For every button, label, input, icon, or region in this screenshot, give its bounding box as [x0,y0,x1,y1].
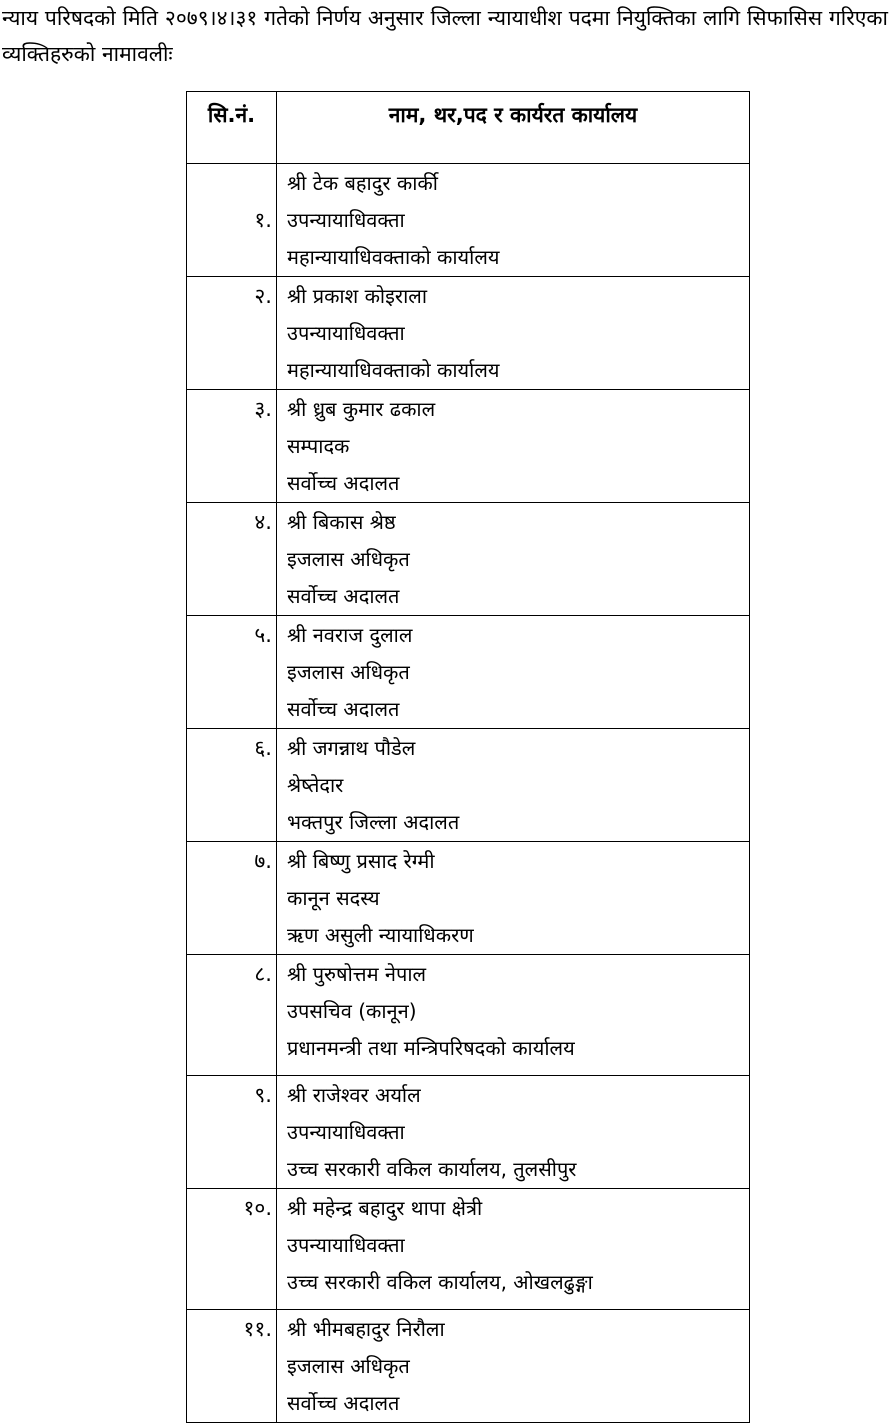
table-row [187,729,750,842]
person-office: महान्यायाधिवक्ताको कार्यालय [287,358,500,382]
person-office: प्रधानमन्त्री तथा मन्त्रिपरिषदको कार्यालय [287,1036,575,1060]
serial-number: १. [187,164,277,277]
person-office: सर्वोच्च अदालत [287,1391,400,1415]
details-cell [277,842,750,955]
person-name: श्री बिष्णु प्रसाद रेग्मी [287,849,435,873]
table-header-row [187,92,750,164]
person-office: सर्वोच्च अदालत [287,584,400,608]
table-row [187,164,750,277]
person-post: उपसचिव (कानून) [287,999,417,1023]
person-post: कानून सदस्य [287,886,380,910]
details-cell [277,1076,750,1189]
person-name: श्री भीमबहादुर निरौला [287,1317,445,1341]
person-office: भक्तपुर जिल्ला अदालत [287,810,460,834]
details-cell [277,164,750,277]
nominee-table [186,91,750,1423]
serial-number: ३. [187,390,277,503]
serial-number: ७. [187,842,277,955]
person-office: सर्वोच्च अदालत [287,697,400,721]
header-serial-number: सि.नं. [187,92,277,164]
person-office: ऋण असुली न्यायाधिकरण [287,923,474,947]
person-post: इजलास अधिकृत [287,1354,410,1378]
details-cell [277,616,750,729]
table-row [187,503,750,616]
table-row [187,842,750,955]
details-cell [277,390,750,503]
person-post: उपन्यायाधिवक्ता [287,1233,405,1257]
serial-number: ८. [187,955,277,1076]
person-post: उपन्यायाधिवक्ता [287,1120,405,1144]
header-details: नाम, थर,पद र कार्यरत कार्यालय [277,92,750,164]
details-cell [277,1310,750,1423]
intro-paragraph: न्याय परिषदको मिति २०७९।४।३१ गतेको निर्णय अनुसार जिल्ला न्यायाधीश पदमा नियुक्तिका लागि सिफासिस गरिएका व्यक्तिहरुको नामावलीः [2,6,888,66]
details-cell [277,277,750,390]
table-row [187,1310,750,1423]
person-post: सम्पादक [287,434,350,458]
table-row [187,1189,750,1310]
details-cell [277,729,750,842]
person-name: श्री नवराज दुलाल [287,623,413,647]
person-office: सर्वोच्च अदालत [287,471,400,495]
details-cell [277,1189,750,1310]
table-row [187,1076,750,1189]
person-office: महान्यायाधिवक्ताको कार्यालय [287,245,500,269]
person-name: श्री जगन्नाथ पौडेल [287,736,416,760]
details-cell [277,503,750,616]
serial-number: ११. [187,1310,277,1423]
serial-number: ५. [187,616,277,729]
person-post: इजलास अधिकृत [287,660,410,684]
person-post: उपन्यायाधिवक्ता [287,321,405,345]
person-name: श्री प्रकाश कोइराला [287,284,428,308]
table-row [187,277,750,390]
person-name: श्री राजेश्वर अर्याल [287,1083,421,1107]
person-name: श्री बिकास श्रेष्ठ [287,510,396,534]
person-name: श्री ध्रुब कुमार ढकाल [287,397,436,421]
person-post: उपन्यायाधिवक्ता [287,208,405,232]
serial-number: ६. [187,729,277,842]
person-name: श्री टेक बहादुर कार्की [287,171,438,195]
table-row [187,390,750,503]
person-post: इजलास अधिकृत [287,547,410,571]
serial-number: १०. [187,1189,277,1310]
table-row [187,955,750,1076]
table-row [187,616,750,729]
details-cell [277,955,750,1076]
person-post: श्रेष्तेदार [287,773,344,797]
person-office: उच्च सरकारी वकिल कार्यालय, ओखलढुङ्गा [287,1270,593,1294]
person-name: श्री पुरुषोत्तम नेपाल [287,962,427,986]
serial-number: २. [187,277,277,390]
serial-number: ४. [187,503,277,616]
person-name: श्री महेन्द्र बहादुर थापा क्षेत्री [287,1196,483,1220]
person-office: उच्च सरकारी वकिल कार्यालय, तुलसीपुर [287,1157,577,1181]
serial-number: ९. [187,1076,277,1189]
